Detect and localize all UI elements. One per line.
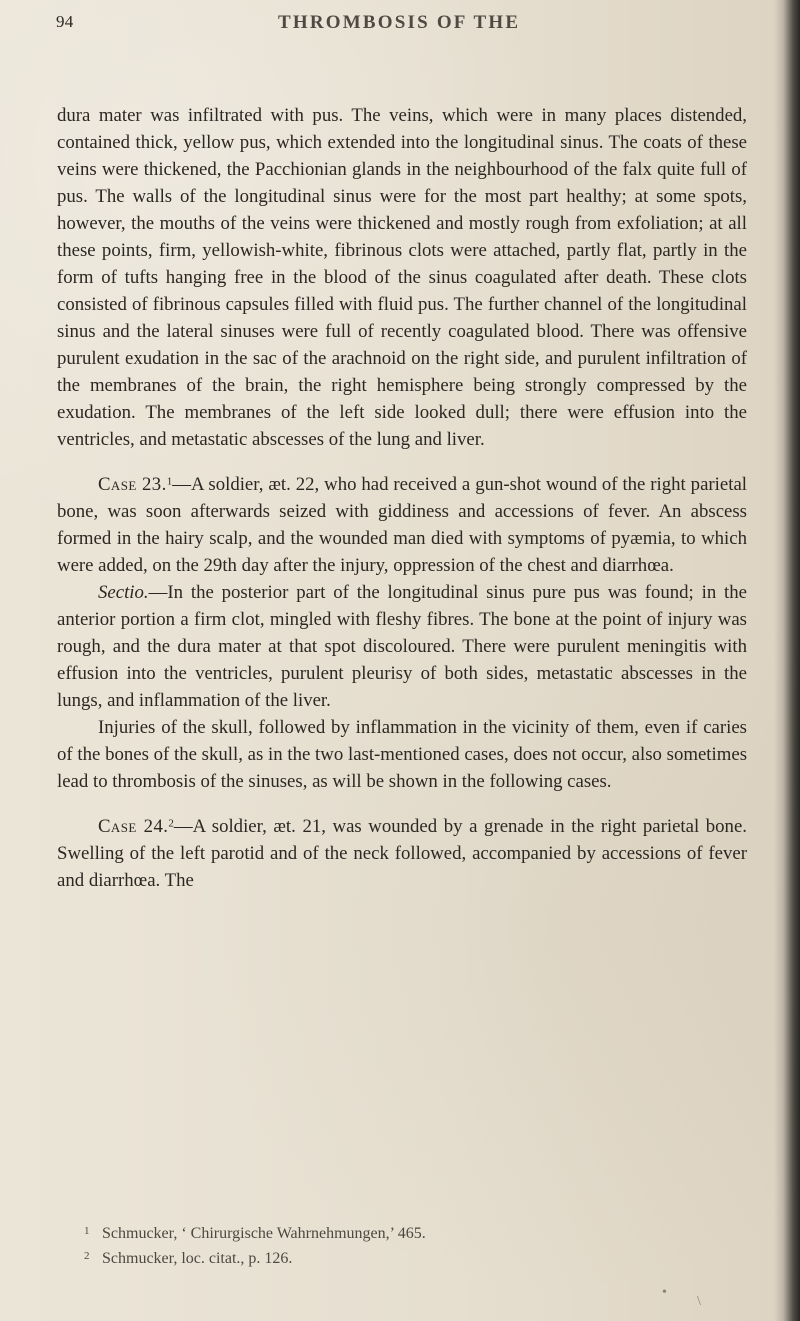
footnote-text-2: Schmucker, loc. citat., p. 126.: [102, 1250, 293, 1267]
footnote-reference-1: 1: [166, 475, 173, 488]
case-24-label: Case 24.: [98, 816, 169, 837]
paper-speck: •: [662, 1285, 667, 1300]
page-number: 94: [56, 12, 74, 31]
case-23-text: —A soldier, æt. 22, who had received a gun-shot wound of the right parietal bone, was soon afterwards seized with giddiness and accessions of fever. An abscess formed in the hairy scalp, and the wounded man died with symptoms of pyæmia, to which were added, on the 29th day after the injury, oppression of the chest and diarrhœa.: [57, 474, 747, 576]
running-head: THROMBOSIS OF THE: [278, 12, 521, 33]
footnote-marker-1: 1: [84, 1225, 90, 1237]
footnote-reference-2: 2: [168, 817, 174, 830]
footnote-marker-2: 2: [84, 1250, 90, 1262]
page-edge-shadow: [774, 0, 800, 1321]
page-header: [56, 12, 746, 46]
paragraph-spacer: [57, 453, 747, 471]
opening-paragraph: dura mater was infiltrated with pus. The veins, which were in many places distended, contained thick, yellow pus, which extended into the longitudinal sinus. The coats of these veins were thickened, the Pacchionian glands in the neighbourhood of the falx quite full of pus. The walls of the longitudinal sinus were for the most part healthy; at some spots, however, the mouths of the veins were thickened and mostly rough from exfoliation; at all these points, firm, yellowish-white, fibrinous clots were attached, partly flat, partly in the form of tufts hanging free in the blood of the sinus coagulated after death. These clots consisted of fibrinous capsules filled with fluid pus. The further channel of the longitudinal sinus and the lateral sinuses were full of recently coagulated blood. There was offensive purulent exudation in the sac of the arachnoid on the right side, and purulent infiltration of the membranes of the brain, the right hemisphere being strongly compressed by the exudation. The membranes of the left side looked dull; there were effusion into the ventricles, and metastatic abscesses of the lung and liver.: [57, 105, 747, 450]
footnote-text-1: Schmucker, ‘ Chirurgische Wahrnehmungen,’ 465.: [102, 1225, 426, 1242]
footnote-2: [84, 1245, 684, 1270]
paper-speck: \: [697, 1294, 701, 1309]
sectio-paragraph: [57, 579, 747, 714]
sectio-text: —In the posterior part of the longitudinal sinus pure pus was found; in the anterior portion a firm clot, mingled with fleshy fibres. The bone at the point of injury was rough, and the dura mater at that spot discoloured. There were purulent meningitis with effusion into the ventricles, purulent pleurisy of both sides, metastatic abscesses in the lungs, and inflammation of the liver.: [57, 582, 747, 711]
case-23-label: Case 23.: [98, 474, 167, 495]
case-24-paragraph: [57, 813, 747, 894]
footnote-1: [84, 1220, 684, 1245]
main-text: [57, 102, 747, 894]
sectio-label: Sectio.: [98, 582, 149, 603]
paragraph-spacer: [57, 795, 747, 813]
case-23-paragraph: [57, 471, 747, 579]
injuries-paragraph: Injuries of the skull, followed by inflammation in the vicinity of them, even if caries of the bones of the skull, as in the two last-mentioned cases, does not occur, also sometimes lead to thrombosis of the sinuses, as will be shown in the following cases.: [57, 717, 747, 792]
footnotes: [84, 1220, 684, 1270]
case-24-text: —A soldier, æt. 21, was wounded by a grenade in the right parietal bone. Swelling of the left parotid and of the neck followed, accompanied by accessions of fever and diarrhœa. The: [57, 816, 747, 891]
